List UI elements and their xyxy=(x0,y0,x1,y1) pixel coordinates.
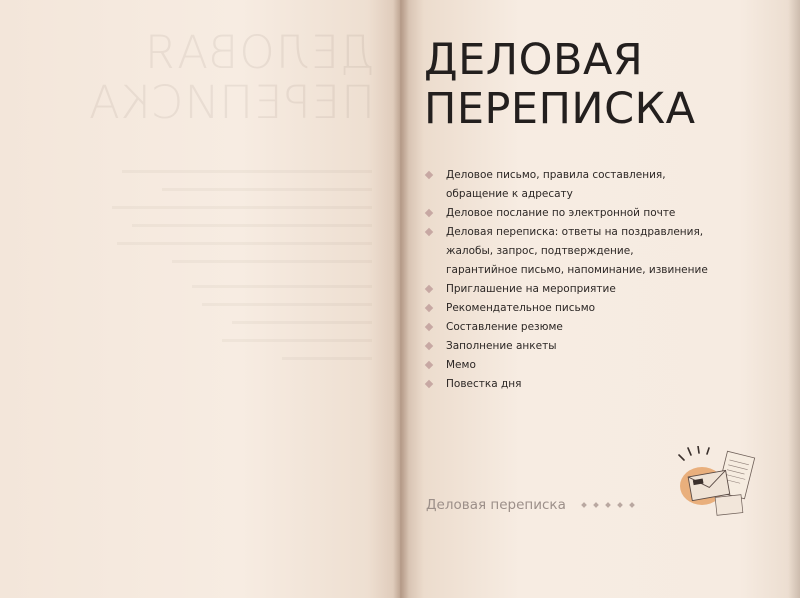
list-item xyxy=(426,166,726,204)
list-item-text: Повестка дня xyxy=(446,378,522,390)
ghost-line xyxy=(117,242,372,245)
ghost-line xyxy=(282,357,372,360)
chapter-contents-list xyxy=(426,166,726,394)
list-item xyxy=(426,223,726,280)
footer-dots xyxy=(578,497,638,513)
page-edge-shadow xyxy=(788,0,800,598)
list-item-text: Деловая переписка: ответы на поздравления, жалобы, запрос, подтверждение, гарантийное письмо, напоминание, извинение xyxy=(446,226,708,276)
list-item-text: Приглашение на мероприятие xyxy=(446,283,616,295)
list-item-text: Деловое послание по электронной почте xyxy=(446,207,676,219)
diamond-dot-icon xyxy=(617,502,623,508)
list-item-text: Рекомендательное письмо xyxy=(446,302,596,314)
ghost-title xyxy=(88,28,375,128)
ghost-line xyxy=(222,339,372,342)
list-item xyxy=(426,318,726,337)
list-item xyxy=(426,375,726,394)
book-gutter xyxy=(393,0,409,598)
ghost-line xyxy=(122,170,372,173)
diamond-bullet-icon xyxy=(425,323,433,331)
diamond-bullet-icon xyxy=(425,361,433,369)
diamond-bullet-icon xyxy=(425,380,433,388)
diamond-bullet-icon xyxy=(425,209,433,217)
ghost-line xyxy=(112,206,372,209)
ghost-title-line-1: ДЕЛОВАЯ xyxy=(143,26,375,79)
list-item xyxy=(426,337,726,356)
ghost-line xyxy=(162,188,372,191)
footer-label: Деловая переписка xyxy=(426,497,566,513)
list-item xyxy=(426,299,726,318)
diamond-bullet-icon xyxy=(425,342,433,350)
ghost-title-line-2: ПЕРЕПИСКА xyxy=(87,76,375,129)
list-item xyxy=(426,204,726,223)
list-item-text: Мемо xyxy=(446,359,476,371)
ghost-line xyxy=(132,224,372,227)
list-item-text: Составление резюме xyxy=(446,321,563,333)
list-item-text: Заполнение анкеты xyxy=(446,340,557,352)
ghost-line xyxy=(232,321,372,324)
paper-note-icon xyxy=(715,495,743,516)
ghost-line xyxy=(192,285,372,288)
diamond-dot-icon xyxy=(593,502,599,508)
diamond-dot-icon xyxy=(581,502,587,508)
ghost-line xyxy=(202,303,372,306)
list-item xyxy=(426,356,726,375)
diamond-dot-icon xyxy=(629,502,635,508)
diamond-bullet-icon xyxy=(425,171,433,179)
list-item xyxy=(426,280,726,299)
diamond-dot-icon xyxy=(605,502,611,508)
diamond-bullet-icon xyxy=(425,304,433,312)
ghost-line xyxy=(172,260,372,263)
chapter-title-line-2: ПЕРЕПИСКА xyxy=(424,84,696,134)
list-item-text: Деловое письмо, правила составления, обращение к адресату xyxy=(446,169,666,200)
diamond-bullet-icon xyxy=(425,228,433,236)
running-footer xyxy=(426,497,638,513)
chapter-title xyxy=(424,36,696,134)
diamond-bullet-icon xyxy=(425,285,433,293)
letters-envelope-illustration xyxy=(676,446,756,522)
chapter-title-line-1: ДЕЛОВАЯ xyxy=(424,35,644,85)
sparkle-rays-icon xyxy=(679,446,709,460)
